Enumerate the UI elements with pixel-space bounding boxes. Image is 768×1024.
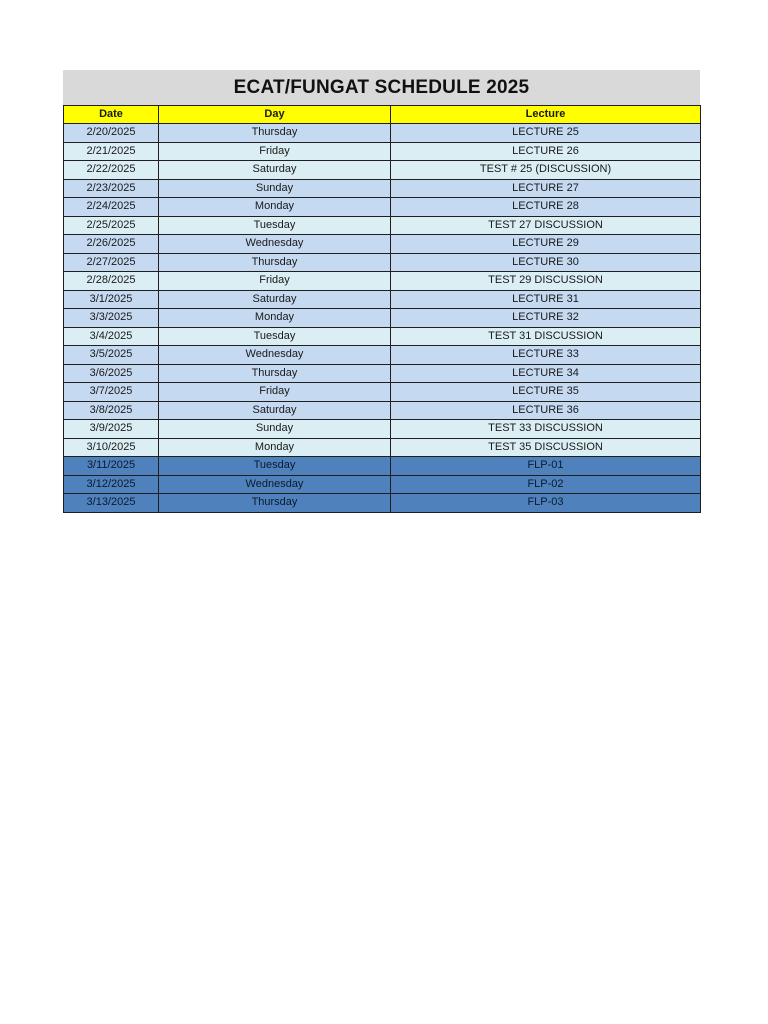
cell-lecture: LECTURE 25	[391, 124, 701, 143]
table-row	[64, 272, 701, 291]
cell-day: Wednesday	[159, 346, 391, 365]
cell-lecture: LECTURE 34	[391, 364, 701, 383]
table-row	[64, 216, 701, 235]
table-row	[64, 475, 701, 494]
cell-date: 3/3/2025	[64, 309, 159, 328]
cell-lecture: TEST # 25 (DISCUSSION)	[391, 161, 701, 180]
cell-date: 3/6/2025	[64, 364, 159, 383]
cell-lecture: LECTURE 36	[391, 401, 701, 420]
cell-lecture: TEST 33 DISCUSSION	[391, 420, 701, 439]
cell-day: Friday	[159, 142, 391, 161]
table-row	[64, 142, 701, 161]
cell-lecture: LECTURE 31	[391, 290, 701, 309]
cell-date: 2/26/2025	[64, 235, 159, 254]
cell-day: Thursday	[159, 494, 391, 513]
schedule-sheet	[63, 70, 700, 513]
cell-date: 3/11/2025	[64, 457, 159, 476]
cell-date: 2/27/2025	[64, 253, 159, 272]
table-row	[64, 494, 701, 513]
cell-lecture: LECTURE 26	[391, 142, 701, 161]
sheet-title: ECAT/FUNGAT SCHEDULE 2025	[63, 70, 700, 105]
cell-date: 3/10/2025	[64, 438, 159, 457]
column-header-lecture: Lecture	[391, 106, 701, 124]
cell-date: 3/8/2025	[64, 401, 159, 420]
table-row	[64, 124, 701, 143]
table-row	[64, 364, 701, 383]
cell-date: 3/9/2025	[64, 420, 159, 439]
cell-date: 2/24/2025	[64, 198, 159, 217]
cell-day: Friday	[159, 272, 391, 291]
cell-date: 3/5/2025	[64, 346, 159, 365]
cell-lecture: FLP-02	[391, 475, 701, 494]
cell-date: 3/13/2025	[64, 494, 159, 513]
table-row	[64, 309, 701, 328]
cell-day: Wednesday	[159, 235, 391, 254]
column-header-day: Day	[159, 106, 391, 124]
cell-day: Monday	[159, 309, 391, 328]
table-row	[64, 438, 701, 457]
cell-day: Saturday	[159, 401, 391, 420]
cell-lecture: LECTURE 27	[391, 179, 701, 198]
cell-lecture: FLP-03	[391, 494, 701, 513]
cell-date: 3/1/2025	[64, 290, 159, 309]
cell-day: Monday	[159, 198, 391, 217]
table-row	[64, 327, 701, 346]
cell-day: Saturday	[159, 161, 391, 180]
cell-date: 2/28/2025	[64, 272, 159, 291]
cell-lecture: TEST 35 DISCUSSION	[391, 438, 701, 457]
table-row	[64, 420, 701, 439]
cell-date: 3/7/2025	[64, 383, 159, 402]
table-row	[64, 290, 701, 309]
cell-lecture: LECTURE 29	[391, 235, 701, 254]
cell-day: Tuesday	[159, 457, 391, 476]
cell-date: 2/21/2025	[64, 142, 159, 161]
table-row	[64, 457, 701, 476]
cell-lecture: TEST 31 DISCUSSION	[391, 327, 701, 346]
header-row	[64, 106, 701, 124]
cell-day: Tuesday	[159, 216, 391, 235]
cell-day: Sunday	[159, 179, 391, 198]
cell-day: Tuesday	[159, 327, 391, 346]
table-row	[64, 235, 701, 254]
cell-lecture: LECTURE 35	[391, 383, 701, 402]
cell-day: Saturday	[159, 290, 391, 309]
cell-day: Sunday	[159, 420, 391, 439]
cell-lecture: FLP-01	[391, 457, 701, 476]
cell-lecture: TEST 29 DISCUSSION	[391, 272, 701, 291]
cell-date: 3/4/2025	[64, 327, 159, 346]
cell-day: Thursday	[159, 124, 391, 143]
cell-date: 3/12/2025	[64, 475, 159, 494]
table-row	[64, 346, 701, 365]
cell-lecture: LECTURE 33	[391, 346, 701, 365]
cell-date: 2/25/2025	[64, 216, 159, 235]
cell-lecture: LECTURE 30	[391, 253, 701, 272]
table-row	[64, 401, 701, 420]
table-row	[64, 179, 701, 198]
table-row	[64, 198, 701, 217]
cell-lecture: LECTURE 28	[391, 198, 701, 217]
cell-day: Friday	[159, 383, 391, 402]
schedule-body	[64, 124, 701, 513]
schedule-table	[63, 105, 701, 513]
cell-day: Thursday	[159, 253, 391, 272]
cell-date: 2/23/2025	[64, 179, 159, 198]
cell-day: Thursday	[159, 364, 391, 383]
cell-date: 2/20/2025	[64, 124, 159, 143]
cell-day: Wednesday	[159, 475, 391, 494]
cell-lecture: LECTURE 32	[391, 309, 701, 328]
table-row	[64, 161, 701, 180]
cell-lecture: TEST 27 DISCUSSION	[391, 216, 701, 235]
cell-day: Monday	[159, 438, 391, 457]
table-row	[64, 383, 701, 402]
table-row	[64, 253, 701, 272]
cell-date: 2/22/2025	[64, 161, 159, 180]
column-header-date: Date	[64, 106, 159, 124]
